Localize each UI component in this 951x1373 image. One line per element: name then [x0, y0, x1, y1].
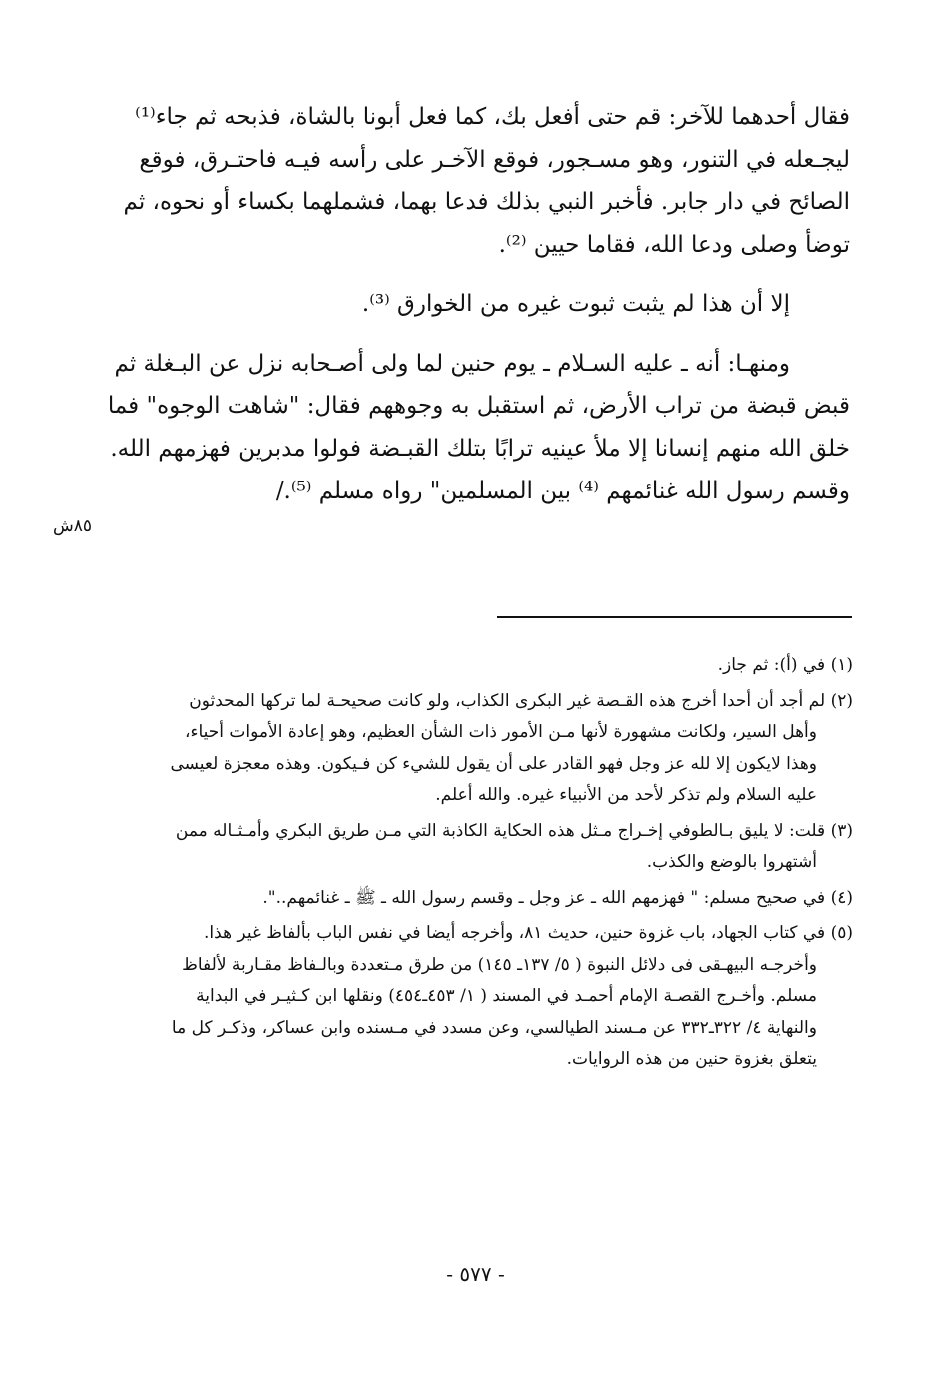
footnote-line: والنهاية ٤/ ٣٢٢ـ٣٣٢ عن مـسند الطيالسي، وعن مسدد في مـسنده وابن عساكر، وذكـر كل ما	[171, 1017, 817, 1038]
footnote	[105, 686, 853, 812]
page-number: - ٥٧٧ -	[446, 1262, 505, 1286]
text-line: إلا أن هذا لم يثبت ثبوت غيره من الخوارق ⁽³⁾.	[361, 291, 790, 317]
text-line: فقال أحدهما للآخر: قم حتى أفعل بك، كما فعل أبونا بالشاة، فذبحه ثم جاء⁽¹⁾	[135, 104, 850, 130]
footnote-line: وهذا لايكون إلا لله عز وجل فهو القادر على أن يقول للشيء كن فـيكون. وهذه معجزة لعيسى	[170, 753, 817, 774]
footnote-line: (٣) قلت: لا يليق بـالطوفي إخـراج مـثل هذه الحكاية الكاذبة التي مـن طريق البكري وأمـثـاله ممن	[175, 820, 853, 841]
text-line: توضأ وصلى ودعا الله، فقاما حيين ⁽²⁾.	[498, 231, 850, 258]
footnote-line: وأخرجـه البيهـقى فى دلائل النبوة ( ٥/ ١٣٧ـ ١٤٥) من طرق مـتعددة وبالـفاظ مقـاربة لألفاظ	[182, 954, 817, 975]
footnote-line: (١) في (أ): ثم جاز.	[717, 655, 853, 675]
footnote-line: (٢) لم أجد أن أحدا أخرج هذه القـصة غير البكرى الكذاب، ولو كانت صحيحـة لما تركها المحدثون	[189, 690, 853, 711]
footnote	[105, 816, 853, 879]
margin-note: ٨٥ش	[52, 516, 92, 536]
text-line: وقسم رسول الله غنائمهم ⁽⁴⁾ بين المسلمين" رواه مسلم ⁽⁵⁾./	[275, 478, 850, 504]
footnote-line: (٤) في صحيح مسلم: " فهزمهم الله ـ عز وجل ـ وقسم رسول الله ـ ﷺ ـ غنائمهم..".	[262, 887, 853, 908]
text-line: الصائح في دار جابر. فأخبر النبي بذلك فدعا بهما، فشملهما بكساء أو نحوه، ثم	[123, 189, 850, 215]
main-text	[100, 96, 850, 513]
text-line: ومنهـا: أنه ـ عليه السـلام ـ يوم حنين لما ولى أصـحابه نزل عن البـغلة ثم	[114, 350, 790, 377]
footnote-line: عليه السلام ولم تذكر لأحد من الأنبياء غيره. والله أعلم.	[435, 785, 817, 805]
text-line: ليجـعله في التنور، وهو مسـجور، فوقع الآخـر على رأسه فيـه فاحتـرق، فوقع	[139, 146, 850, 173]
text-line: خلق الله منهم إنسانا إلا ملأ عينيه ترابًا بتلك القبـضة فولوا مدبرين فهزمهم الله.	[110, 435, 850, 462]
footnote-line: (٥) في كتاب الجهاد، باب غزوة حنين، حديث ٨١، وأخرجه أيضا في نفس الباب بألفاظ غير هذا.	[204, 923, 853, 943]
footnote-line: يتعلق بغزوة حنين من هذه الروايات.	[566, 1049, 817, 1069]
footnote-separator	[497, 616, 852, 618]
footnote-line: مسلم. وأخـرج القصـة الإمام أحمـد في المسند ( ١/ ٤٥٣ـ٤٥٤) ونقلها ابن كـثيـر في البداية	[196, 986, 817, 1006]
footnote	[105, 650, 853, 682]
text-line: قبض قبضة من تراب الأرض، ثم استقبل به وجوههم فقال: "شاهت الوجوه" فما	[107, 393, 850, 419]
footnote-line: وأهل السير، ولكانت مشهورة لأنها مـن الأمور ذات الشأن العظيم، وهو إعادة الأموات أحياء،	[184, 722, 817, 742]
footnote	[105, 883, 853, 915]
footnote-line: أشتهروا بالوضع والكذب.	[646, 852, 817, 872]
footnotes	[105, 650, 853, 1080]
footnote	[105, 918, 853, 1076]
